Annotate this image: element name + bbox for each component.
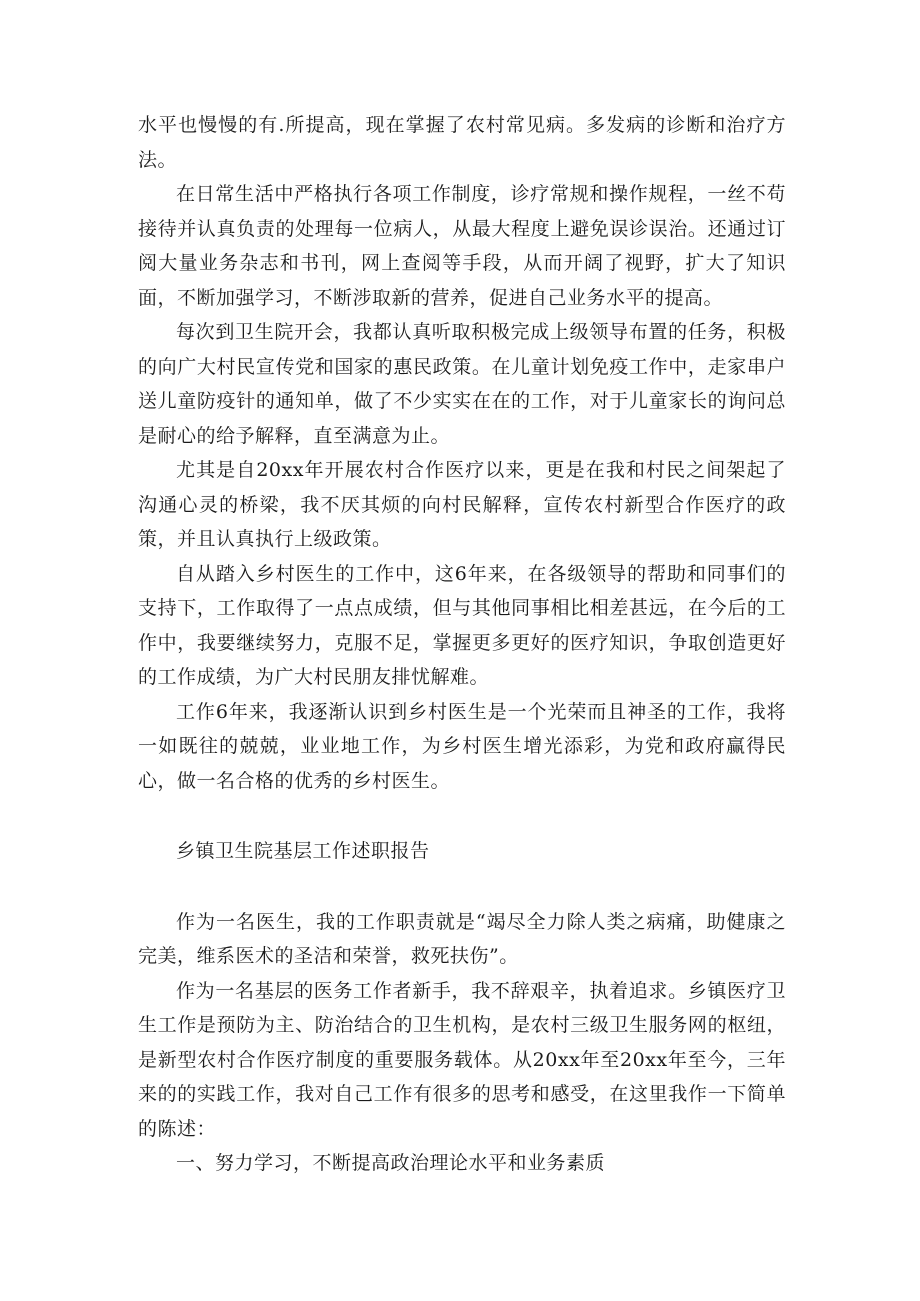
paragraph: 在日常生活中严格执行各项工作制度，诊疗常规和操作规程，一丝不苟接待并认真负责的处理每一位病人，从最大程度上避免误诊误治。还通过订阅大量业务杂志和书刊，网上查阅等手段，从而开阔了视野，扩大了知识面，不断加强学习，不断涉取新的营养，促进自己业务水平的提高。 xyxy=(138,183,786,309)
section-heading: 一、努力学习，不断提高政治理论水平和业务素质 xyxy=(176,1152,606,1174)
document-body xyxy=(138,108,786,1181)
paragraph: 作为一名基层的医务工作者新手，我不辞艰辛，执着追求。乡镇医疗卫生工作是预防为主、防治结合的卫生机构，是农村三级卫生服务网的枢纽，是新型农村合作医疗制度的重要服务载体。从20xx年至20xx年至今，三年来的的实践工作，我对自己工作有很多的思考和感受，在这里我作一下简单的陈述： xyxy=(138,979,786,1140)
paragraph: 自从踏入乡村医生的工作中，这6年来，在各级领导的帮助和同事们的支持下，工作取得了一点点成绩，但与其他同事相比相差甚远，在今后的工作中，我要继续努力，克服不足，掌握更多更好的医疗知识，争取创造更好的工作成绩，为广大村民朋友排忧解难。 xyxy=(138,562,786,688)
paragraph: 作为一名医生，我的工作职责就是“竭尽全力除人类之病痛，助健康之完美，维系医术的圣洁和荣誉，救死扶伤”。 xyxy=(138,910,786,967)
paragraph: 工作6年来，我逐渐认识到乡村医生是一个光荣而且神圣的工作，我将一如既往的兢兢，业业地工作，为乡村医生增光添彩，为党和政府赢得民心，做一名合格的优秀的乡村医生。 xyxy=(138,700,786,792)
paragraph: 每次到卫生院开会，我都认真听取积极完成上级领导布置的任务，积极的向广大村民宣传党和国家的惠民政策。在儿童计划免疫工作中，走家串户送儿童防疫针的通知单，做了不少实实在在的工作，对于儿童家长的询问总是耐心的给予解释，直至满意为止。 xyxy=(138,321,786,447)
paragraph: 水平也慢慢的有.所提高，现在掌握了农村常见病。多发病的诊断和治疗方法。 xyxy=(138,114,786,171)
paragraph: 尤其是自20xx年开展农村合作医疗以来，更是在我和村民之间架起了沟通心灵的桥梁，我不厌其烦的向村民解释，宣传农村新型合作医疗的政策，并且认真执行上级政策。 xyxy=(138,459,786,550)
document-title: 乡镇卫生院基层工作述职报告 xyxy=(176,840,430,862)
